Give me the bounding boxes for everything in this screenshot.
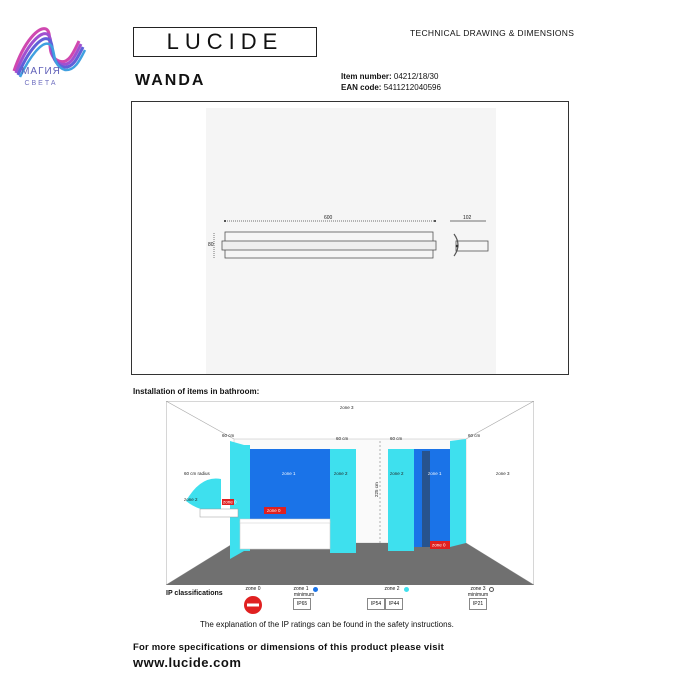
dim-dot (224, 220, 226, 222)
label-60cm-c: 60 cm (390, 436, 403, 441)
ip-zone2-rating-a: IP54 (367, 598, 385, 610)
product-name: WANDA (135, 72, 206, 89)
ip-zone1-minimum: minimum (293, 592, 315, 598)
item-number-value: 04212/18/30 (393, 72, 439, 81)
zone2-middle-right (388, 449, 414, 551)
label-zone2-left: zone 2 (184, 497, 198, 502)
ip-zone2-label: zone 2 (384, 586, 400, 592)
label-60cm-d: 60 cm (468, 433, 481, 438)
zone1-right-block (414, 449, 450, 547)
label-zone3-right: zone 3 (496, 471, 510, 476)
bathroom-zones-diagram (166, 401, 534, 585)
sink-counter (200, 509, 238, 517)
footer-text: For more specifications or dimensions of this product please visit (133, 642, 444, 653)
ip-zone3-rating: IP21 (469, 598, 487, 610)
label-60cm-b: 60 cm (336, 436, 349, 441)
height-value: 80 (208, 242, 214, 248)
ip-zone3-label: zone 3 (470, 586, 486, 592)
label-zone0-bath: zone 0 (267, 508, 281, 513)
zone2-right-wall (450, 439, 466, 547)
magia-logo-sub: СВЕТА (24, 80, 58, 87)
ip-zone3-minimum: minimum (467, 592, 489, 598)
technical-drawing-frame (131, 101, 569, 375)
label-zone1-left: zone 1 (282, 471, 296, 476)
label-zone2-mid: zone 2 (334, 471, 348, 476)
label-zone2-mid2: zone 2 (390, 471, 404, 476)
lucide-logo: LUCIDE (133, 27, 317, 57)
ip-zone1-rating: IP65 (293, 598, 311, 610)
label-zone0-sink: zone 0 (223, 499, 237, 505)
label-60cm-a: 60 cm (222, 433, 235, 438)
ean-code-value: 5411212040596 (383, 83, 441, 92)
dim-dot (434, 220, 436, 222)
technical-drawing (132, 102, 568, 374)
lamp-diffuser (222, 241, 436, 250)
zone2-color-dot (404, 587, 409, 592)
ip-explanation-note: The explanation of the IP ratings can be found in the safety instructions. (200, 620, 454, 629)
lamp-side-pivot (456, 245, 459, 248)
bathtub (240, 521, 330, 549)
bathtub-rim (240, 519, 330, 523)
ean-code-line (341, 83, 441, 92)
label-radius: 60 cm radius (184, 471, 210, 476)
label-zone1-right: zone 1 (428, 471, 442, 476)
label-zone3-top: zone 3 (340, 405, 354, 410)
zone1-left-block (250, 449, 330, 521)
installation-title: Installation of items in bathroom: (133, 387, 260, 396)
no-entry-icon (243, 595, 263, 615)
length-value: 600 (324, 215, 333, 221)
ean-code-label: EAN code: (341, 83, 382, 92)
page-header-title: TECHNICAL DRAWING & DIMENSIONS (410, 28, 575, 38)
ip-zone0-label: zone 0 (245, 586, 261, 592)
ip-zone2-rating-b: IP44 (385, 598, 403, 610)
ip-zone1-label: zone 1 (293, 586, 309, 592)
label-height: 225 cm (374, 482, 379, 497)
label-zone0-shower: zone 0 (432, 542, 446, 548)
item-number-label: Item number: (341, 72, 392, 81)
ip-classifications-title: IP classifications (166, 590, 223, 597)
footer-url-link[interactable]: www.lucide.com (133, 655, 242, 670)
shower-glass (422, 451, 430, 547)
magia-logo-name: МАГИЯ (21, 66, 61, 77)
item-number-line (341, 72, 438, 81)
depth-value: 102 (463, 215, 472, 221)
zone2-middle-left (330, 449, 356, 553)
